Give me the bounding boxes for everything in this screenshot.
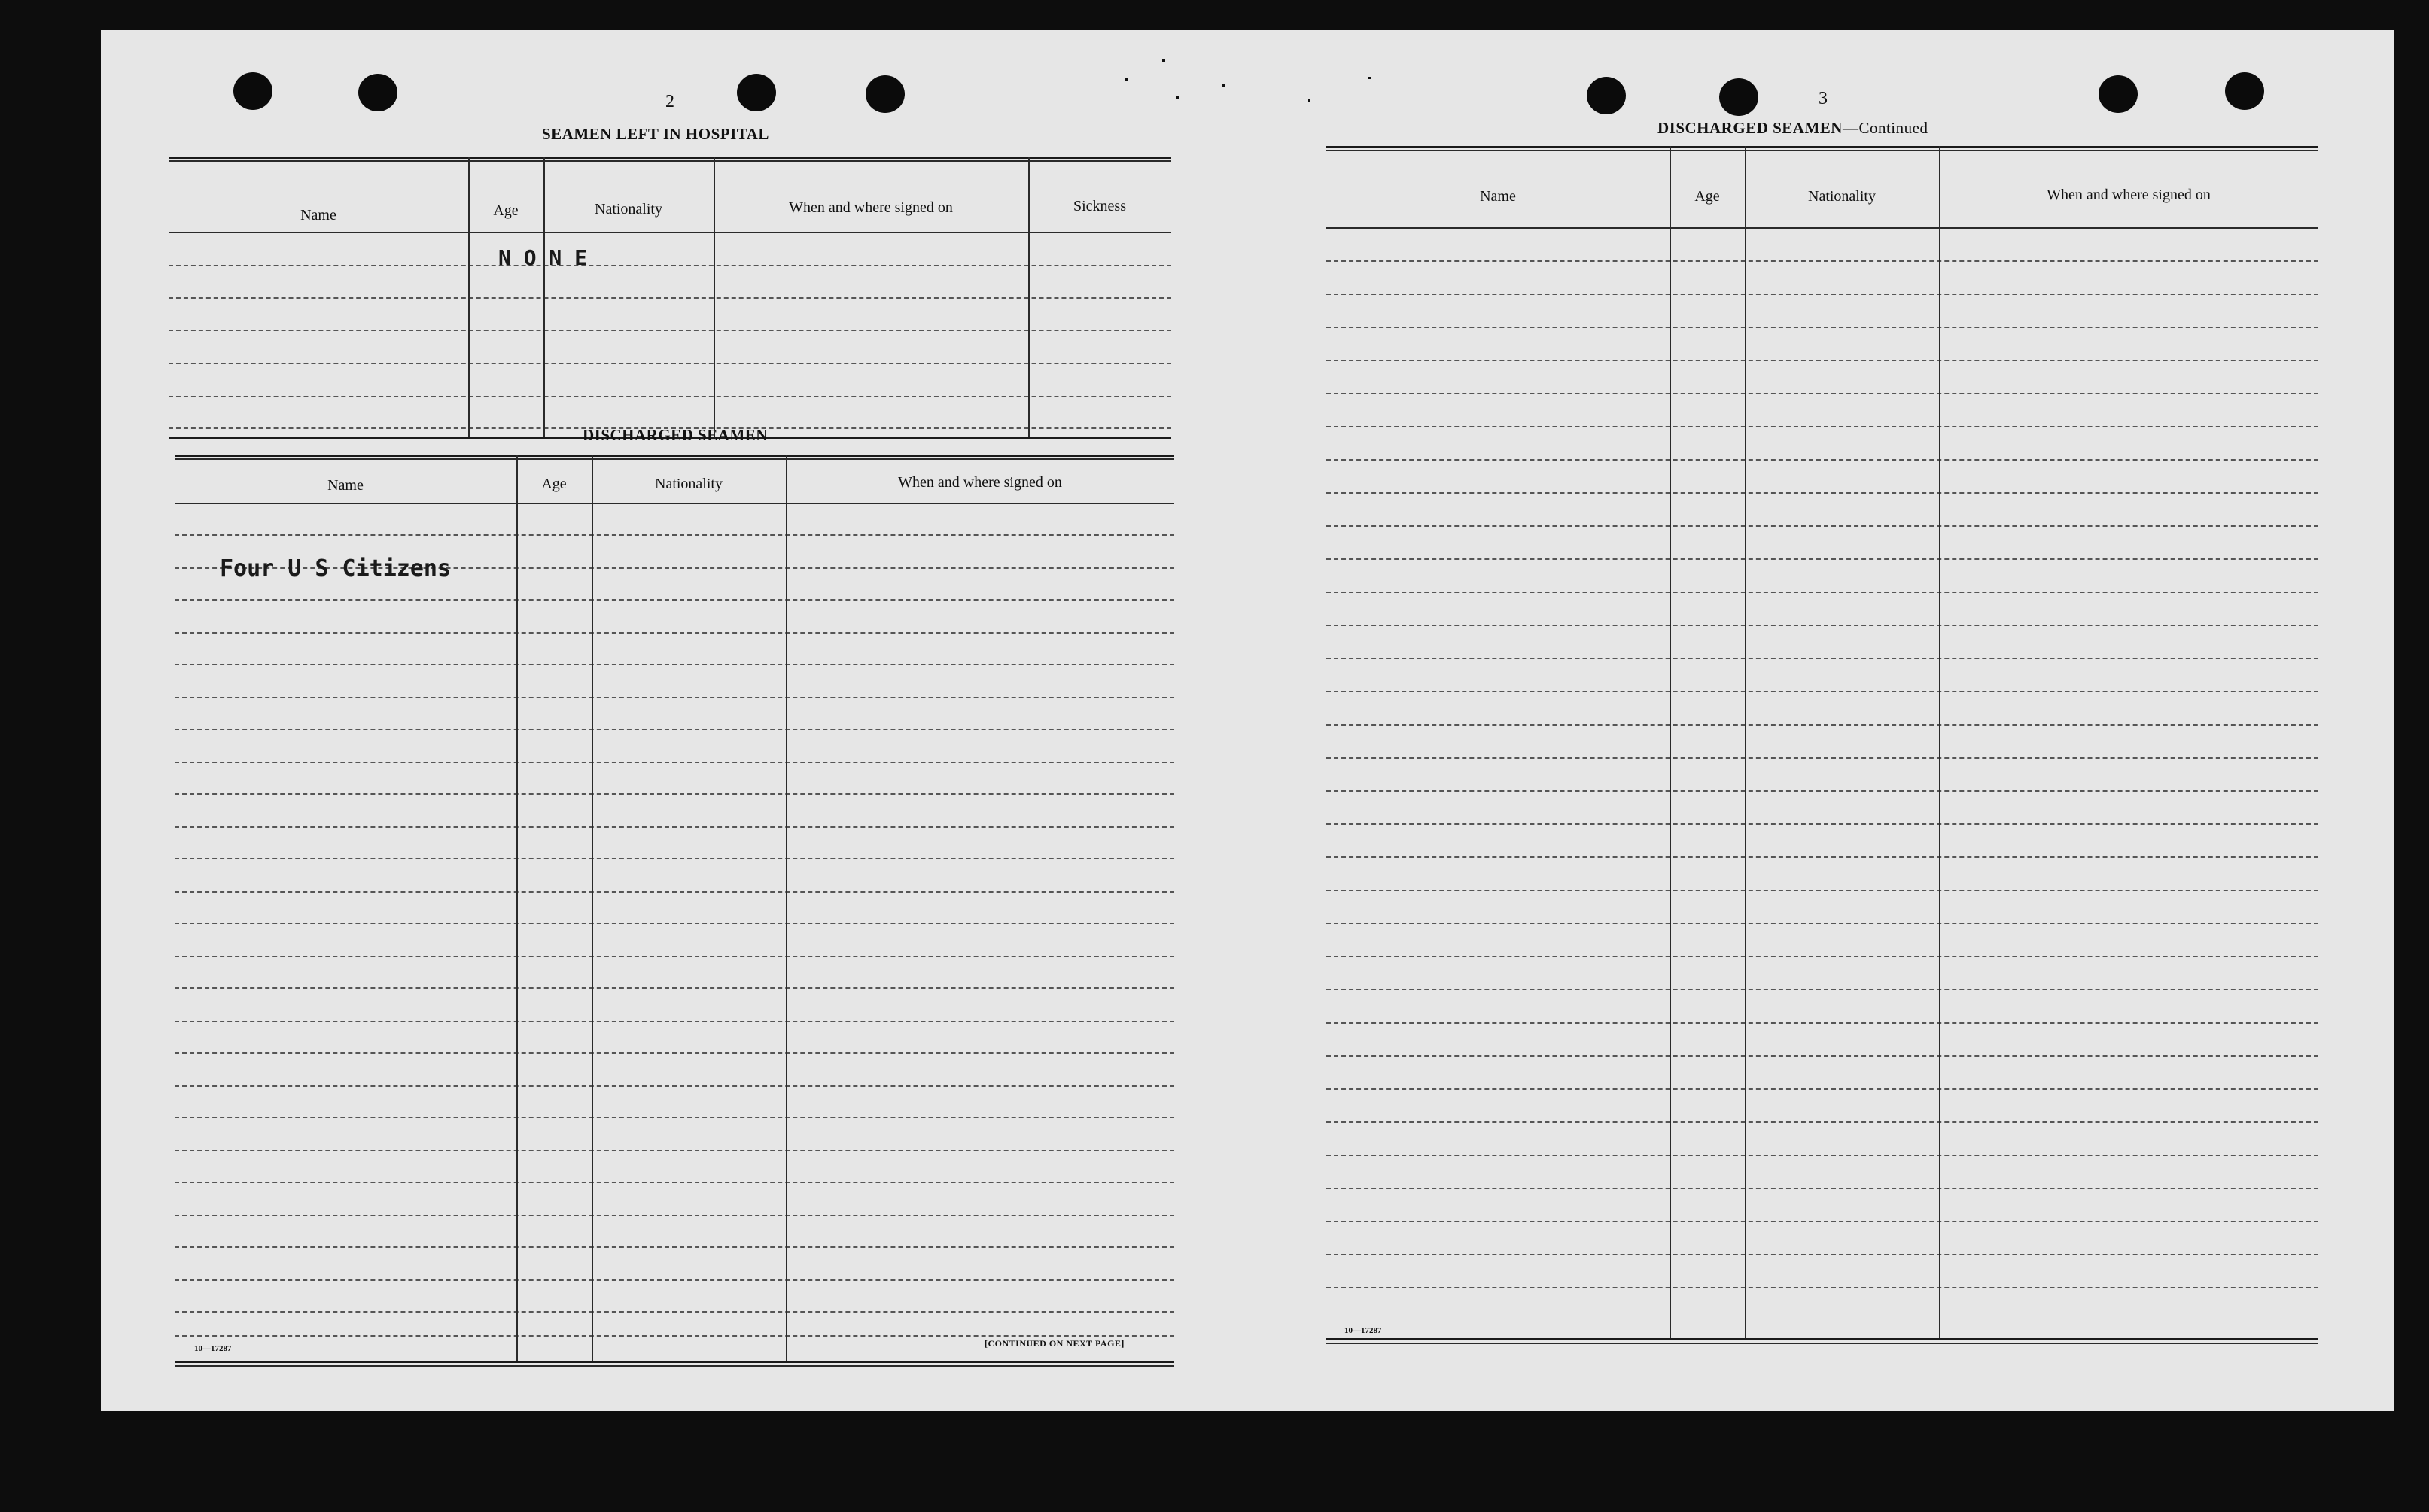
column-header: Name bbox=[327, 477, 364, 494]
speck bbox=[1222, 84, 1225, 87]
punch-hole bbox=[1587, 77, 1626, 114]
column-header: Age bbox=[541, 476, 567, 492]
column-header: Nationality bbox=[595, 201, 662, 218]
punch-hole bbox=[737, 74, 776, 111]
page-number: 3 bbox=[1819, 89, 1828, 108]
column-header: When and where signed on bbox=[789, 199, 953, 216]
page-number: 2 bbox=[665, 92, 674, 111]
speck bbox=[1176, 96, 1179, 99]
form-number: 10—17287 bbox=[194, 1344, 232, 1353]
speck bbox=[1368, 77, 1371, 79]
column-header: Age bbox=[493, 202, 519, 219]
form-number: 10—17287 bbox=[1344, 1326, 1382, 1335]
title-continued: —Continued bbox=[1842, 119, 1928, 137]
punch-hole bbox=[866, 75, 905, 113]
punch-hole bbox=[1719, 78, 1758, 116]
column-header: Nationality bbox=[1808, 188, 1876, 205]
column-header: When and where signed on bbox=[2047, 187, 2211, 203]
column-header: Name bbox=[1480, 188, 1516, 205]
speck bbox=[1308, 99, 1310, 102]
discharged-table bbox=[175, 455, 1174, 1368]
hospital-entry: N O N E bbox=[498, 245, 588, 270]
speck bbox=[1162, 59, 1165, 62]
discharged-section-title: DISCHARGED SEAMEN bbox=[583, 426, 768, 444]
column-header: Name bbox=[300, 207, 336, 224]
punch-hole bbox=[2099, 75, 2138, 113]
discharged-entry: Four U S Citizens bbox=[220, 555, 452, 582]
discharged-continued-table bbox=[1326, 146, 2318, 1350]
title-main: DISCHARGED SEAMEN bbox=[1657, 119, 1843, 137]
hospital-section-title: SEAMEN LEFT IN HOSPITAL bbox=[542, 125, 769, 143]
column-header: Nationality bbox=[655, 476, 723, 492]
punch-hole bbox=[233, 72, 272, 110]
punch-hole bbox=[2225, 72, 2264, 110]
document-sheet bbox=[101, 30, 2394, 1411]
speck bbox=[1125, 78, 1128, 81]
punch-hole bbox=[358, 74, 397, 111]
continued-note: [CONTINUED ON NEXT PAGE] bbox=[985, 1338, 1125, 1349]
column-header: Sickness bbox=[1073, 198, 1126, 214]
column-header: Age bbox=[1694, 188, 1720, 205]
discharged-continued-title bbox=[1657, 119, 1928, 138]
column-header: When and where signed on bbox=[898, 474, 1062, 491]
hospital-table bbox=[169, 157, 1171, 441]
